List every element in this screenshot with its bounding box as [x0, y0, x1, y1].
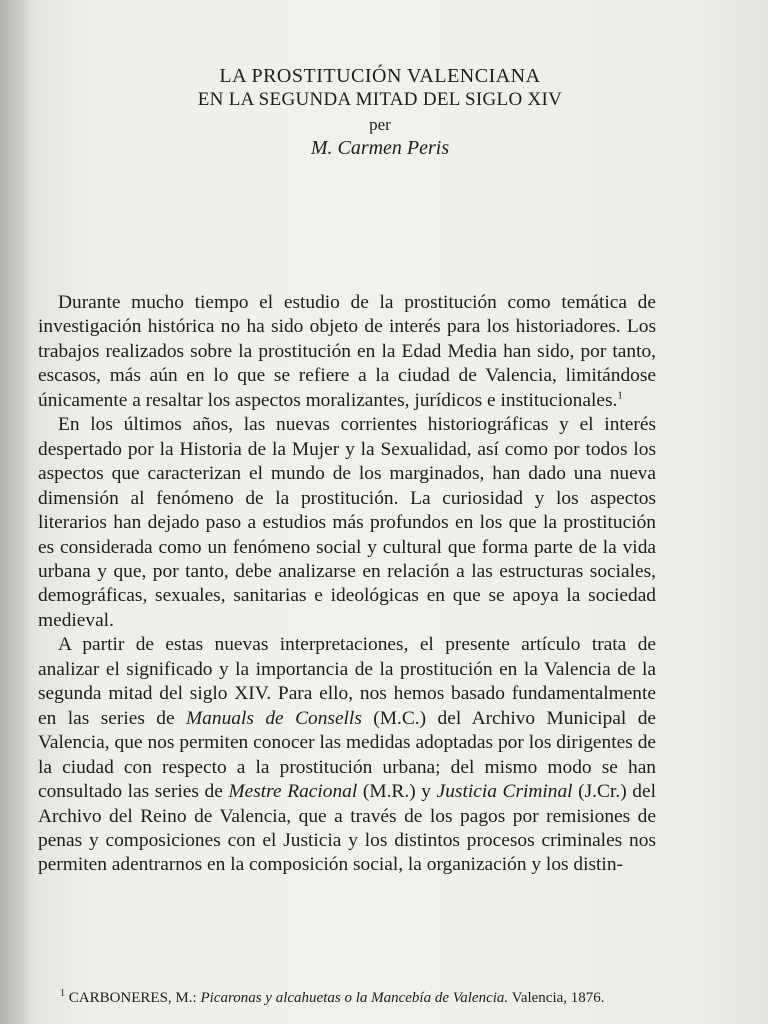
byline-per: per	[369, 115, 391, 134]
footnote-rest: Valencia, 1876.	[508, 990, 605, 1006]
footnote-number: 1	[60, 988, 65, 999]
footnote	[38, 988, 658, 1008]
footnote-ref-1: 1	[617, 389, 623, 402]
paragraph-1	[38, 291, 656, 413]
paragraph-3-text-d: (J.Cr.) del Archivo del Reino de Valencia, que a través de los pagos por remisiones de penas y composiciones con el Justicia y los distintos procesos criminales nos permiten adentrarnos en la composición social, la organización y los distin-	[38, 781, 656, 876]
paragraph-3-text-c: (M.R.) y	[357, 781, 437, 803]
footnote-author: CARBONERES, M.:	[68, 990, 201, 1006]
article-header	[40, 64, 720, 160]
footnote-title: Picaronas y alcahuetas o la Mancebía de Valencia.	[200, 990, 509, 1006]
paragraph-3	[38, 633, 656, 878]
article-title-line-1: LA PROSTITUCIÓN VALENCIANA	[219, 65, 541, 87]
paragraph-3-text-a: A partir de estas nuevas interpretaciones, el presente artículo trata de analizar el significado y la importancia de la prostitución en la Valencia de la segunda mitad del siglo XIV. Para ello, nos hemos basado fundamentalmente en las series de	[38, 634, 656, 729]
article-body	[38, 291, 656, 878]
paragraph-1-text: Durante mucho tiempo el estudio de la prostitución como temática de investigación histórica no ha sido objeto de interés para los historiadores. Los trabajos realizados sobre la prostitución en la Edad Media han sido, por tanto, escasos, más aún en lo que se refiere a la ciudad de Valencia, limitándose únicamente a resaltar los aspectos moralizantes, jurídicos e institucionales.	[38, 292, 656, 411]
author-name: M. Carmen Peris	[310, 137, 450, 159]
article-title-line-2: EN LA SEGUNDA MITAD DEL SIGLO XIV	[197, 89, 563, 110]
binding-shadow	[0, 0, 34, 1024]
footnote-1	[38, 988, 658, 1008]
manuals-de-consells-title: Manuals de Consells	[186, 707, 362, 729]
paragraph-3-text-b: (M.C.) del Archivo Municipal de Valencia, que nos permiten conocer las medidas adoptadas por los dirigentes de la ciudad con respecto a la prostitución urbana; del mismo modo se han consultado las series de	[38, 707, 656, 803]
justicia-criminal-title: Justicia Criminal	[436, 781, 573, 803]
mestre-racional-title: Mestre Racional	[228, 781, 358, 803]
paragraph-2: En los últimos años, las nuevas corrientes historiográficas y el interés despertado por la Historia de la Mujer y la Sexualidad, así como por todos los aspectos que caracterizan el mundo de los marginados, han dado una nueva dimensión al fenómeno de la prostitución. La curiosidad y los aspectos literarios han dejado paso a estudios más profundos en los que la prostitución es considerada como un fenómeno social y cultural que forma parte de la vida urbana y que, por tanto, debe analizarse en relación a las estructuras sociales, demográficas, sexuales, sanitarias e ideológicas en que se apoya la sociedad medieval.	[38, 414, 656, 631]
